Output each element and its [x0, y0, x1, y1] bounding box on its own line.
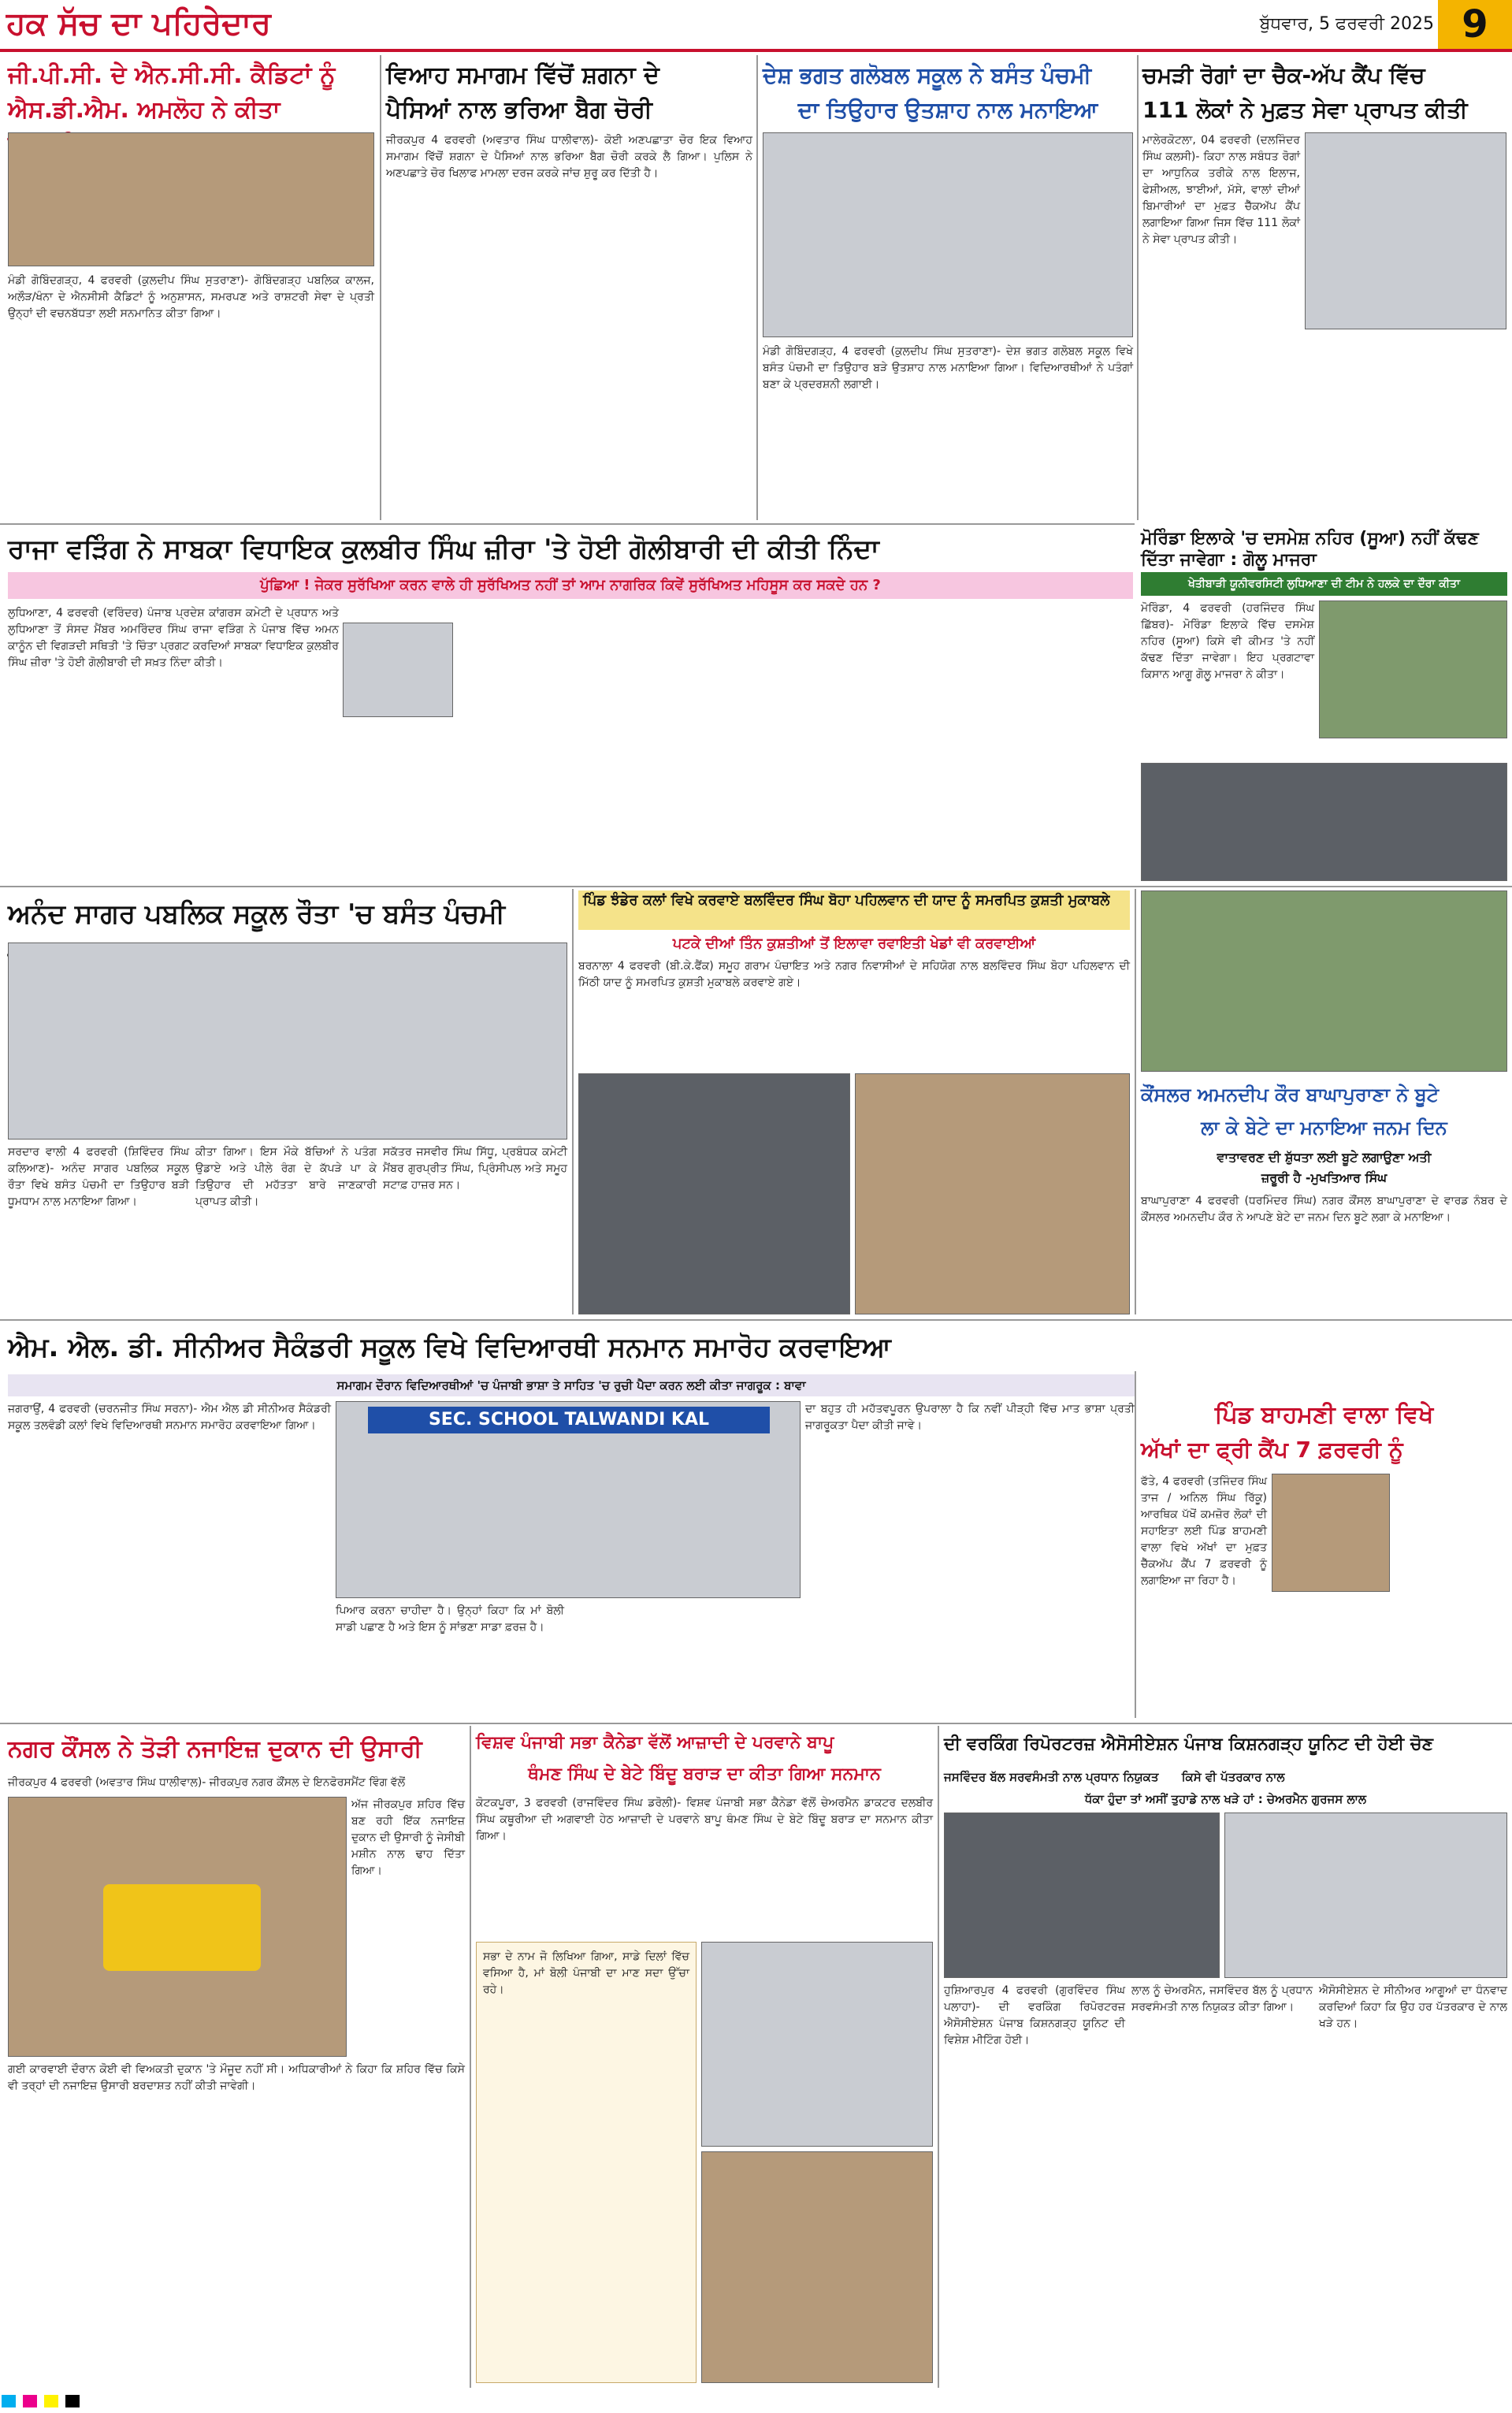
wrestling-photo-right	[855, 1073, 1130, 1314]
canal-kicker-banner	[1141, 572, 1507, 596]
bapu-article-body: ਕੋਟਕਪੂਰਾ, 3 ਫਰਵਰੀ (ਰਾਜਵਿੰਦਰ ਸਿੰਘ ਡਰੋਲੀ)- ਵਿਸ਼ਵ ਪੰਜਾਬੀ ਸਭਾ ਕੈਨੇਡਾ ਵੱਲੋਂ ਚੇਅਰਮੈਨ ਡਾਕਟਰ ਦਲਬੀਰ ਸਿੰਘ ਕਥੂਰੀਆ ਦੀ ਅਗਵਾਈ ਹੇਠ ਆਜ਼ਾਦੀ ਦੇ ਪਰਵਾਨੇ ਬਾਪੂ ਥੰਮਣ ਸਿੰਘ ਦੇ ਬੇਟੇ ਬਿੰਦੂ ਬਰਾੜ ਦਾ ਸਨਮਾਨ ਕੀਤਾ ਗਿਆ।	[476, 1797, 933, 1842]
basant-school-headline-line-2: ਦਾ ਤਿਉਹਾਰ ਉਤਸ਼ਾਹ ਨਾਲ ਮਨਾਇਆ	[797, 97, 1098, 123]
councillor-tree-planting-photo	[1141, 890, 1507, 1072]
skin-camp-headline-line-2: 111 ਲੋਕਾਂ ਨੇ ਮੁਫ਼ਤ ਸੇਵਾ ਪ੍ਰਾਪਤ ਕੀਤੀ	[1142, 97, 1468, 123]
anand-sagar-body-col-3: ਸਕੱਤਰ ਜਸਵੀਰ ਸਿੰਘ ਸਿੱਧੂ, ਪ੍ਰਬੰਧਕ ਕਮੇਟੀ ਮੈਂਬਰ ਗੁਰਪ੍ਰੀਤ ਸਿੰਘ, ਪ੍ਰਿੰਸੀਪਲ ਅਤੇ ਸਮੂਹ ਸਟਾਫ਼ ਹਾਜ਼ਰ ਸਨ।	[383, 1146, 567, 1192]
mld-kicker-strip	[8, 1374, 1135, 1396]
canal-article-body: ਮੋਰਿੰਡਾ, 4 ਫਰਵਰੀ (ਹਰਜਿੰਦਰ ਸਿੰਘ ਛਿੱਬਰ)- ਮੋਰਿੰਡਾ ਇਲਾਕੇ ਵਿੱਚ ਦਸਮੇਸ਼ ਨਹਿਰ (ਸੂਆ) ਕਿਸੇ ਵੀ ਕੀਮਤ 'ਤੇ ਨਹੀਂ ਕੱਢਣ ਦਿੱਤਾ ਜਾਵੇਗਾ। ਇਹ ਪ੍ਰਗਟਾਵਾ ਕਿਸਾਨ ਆਗੂ ਗੋਲੂ ਮਾਜਰਾ ਨੇ ਕੀਤਾ।	[1141, 602, 1314, 681]
wrestling-headline-banner	[578, 890, 1130, 930]
anand-sagar-body-col-1: ਸਰਦਾਰ ਵਾਲੀ 4 ਫਰਵਰੀ (ਸ਼ਿਵਿੰਦਰ ਸਿੰਘ ਕਲਿਆਣ)- ਅਨੰਦ ਸਾਗਰ ਪਬਲਿਕ ਸਕੂਲ ਰੌਤਾ ਵਿਖੇ ਬਸੰਤ ਪੰਚਮੀ ਦਾ ਤਿਉਹਾਰ ਬੜੀ ਧੂਮਧਾਮ ਨਾਲ ਮਨਾਇਆ ਗਿਆ।	[8, 1146, 189, 1208]
column-divider	[1135, 1371, 1136, 1718]
column-divider	[756, 55, 758, 520]
ncc-cadets-photo	[8, 132, 374, 266]
bag-theft-article-body: ਜੀਰਕਪੁਰ 4 ਫਰਵਰੀ (ਅਵਤਾਰ ਸਿੰਘ ਧਾਲੀਵਾਲ)- ਕੋਈ ਅਣਪਛਾਤਾ ਚੋਰ ਇਕ ਵਿਆਹ ਸਮਾਗਮ ਵਿੱਚੋਂ ਸ਼ਗਨਾ ਦੇ ਪੈਸਿਆਂ ਨਾਲ ਭਰਿਆ ਬੈਗ ਚੋਰੀ ਕਰਕੇ ਲੈ ਗਿਆ। ਪੁਲਿਸ ਨੇ ਅਣਪਛਾਤੇ ਚੋਰ ਖਿਲਾਫ ਮਾਮਲਾ ਦਰਜ ਕਰਕੇ ਜਾਂਚ ਸ਼ੁਰੂ ਕਰ ਦਿੱਤੀ ਹੈ।	[386, 134, 752, 180]
reporters-photo-left	[944, 1813, 1220, 1978]
mld-ceremony-photo	[336, 1401, 801, 1598]
section-divider	[0, 1723, 1512, 1724]
magenta-swatch	[23, 2395, 37, 2407]
wrestling-article-body: ਬਰਨਾਲਾ 4 ਫਰਵਰੀ (ਬੀ.ਕੇ.ਫੈਂਕ) ਸਮੂਹ ਗਰਾਮ ਪੰਚਾਇਤ ਅਤੇ ਨਗਰ ਨਿਵਾਸੀਆਂ ਦੇ ਸਹਿਯੋਗ ਨਾਲ ਬਲਵਿੰਦਰ ਸਿੰਘ ਬੋਹਾ ਪਹਿਲਵਾਨ ਦੀ ਮਿੱਠੀ ਯਾਦ ਨੂੰ ਸਮਰਪਿਤ ਕੁਸ਼ਤੀ ਮੁਕਾਬਲੇ ਕਰਵਾਏ ਗਏ।	[578, 960, 1130, 989]
section-divider	[0, 886, 1512, 887]
school-banner-text: SEC. SCHOOL TALWANDI KAL	[368, 1407, 770, 1433]
canal-kicker: ਖੇਤੀਬਾੜੀ ਯੂਨੀਵਰਸਿਟੀ ਲੁਧਿਆਣਾ ਦੀ ਟੀਮ ਨੇ ਹਲਕੇ ਦਾ ਦੌਰਾ ਕੀਤਾ	[1187, 578, 1461, 590]
reporters-body-col-1: ਹੁਸ਼ਿਆਰਪੁਰ 4 ਫਰਵਰੀ (ਗੁਰਵਿੰਦਰ ਸਿੰਘ ਪਲਾਹਾ)- ਦੀ ਵਰਕਿੰਗ ਰਿਪੋਰਟਰਜ਼ ਐਸੋਸੀਏਸ਼ਨ ਪੰਜਾਬ ਕਿਸ਼ਨਗੜ੍ਹ ਯੂਨਿਟ ਦੀ ਵਿਸ਼ੇਸ਼ ਮੀਟਿੰਗ ਹੋਈ।	[944, 1984, 1125, 2047]
councillor-headline-line-2: ਲਾ ਕੇ ਬੇਟੇ ਦਾ ਮਨਾਇਆ ਜਨਮ ਦਿਨ	[1201, 1117, 1447, 1139]
skin-camp-headline-line-1: ਚਮੜੀ ਰੋਗਾਂ ਦਾ ਚੈਕ-ਅੱਪ ਕੈਂਪ ਵਿੱਚ	[1142, 62, 1425, 88]
ncc-headline-line-1: ਜੀ.ਪੀ.ਸੀ. ਦੇ ਐਨ.ਸੀ.ਸੀ. ਕੈਡਿਟਾਂ ਨੂੰ	[8, 61, 336, 89]
jcb-machine-shape	[103, 1884, 261, 1971]
mld-body-col-3: ਦਾ ਬਹੁਤ ਹੀ ਮਹੱਤਵਪੂਰਨ ਉਪਰਾਲਾ ਹੈ ਕਿ ਨਵੀਂ ਪੀੜ੍ਹੀ ਵਿੱਚ ਮਾਤ ਭਾਸ਼ਾ ਪ੍ਰਤੀ ਜਾਗਰੂਕਤਾ ਪੈਦਾ ਕੀਤੀ ਜਾਵੇ।	[805, 1403, 1135, 1432]
demolition-body-col-2: ਅੱਜ ਜੀਰਕਪੁਰ ਸ਼ਹਿਰ ਵਿੱਚ ਬਣ ਰਹੀ ਇੱਕ ਨਜਾਇਜ਼ ਦੁਕਾਨ ਦੀ ਉਸਾਰੀ ਨੂੰ ਜੇਸੀਬੀ ਮਸ਼ੀਨ ਨਾਲ ਢਾਹ ਦਿੱਤਾ ਗਿਆ।	[351, 1798, 465, 1877]
firing-kicker-banner	[8, 572, 1133, 599]
eye-camp-headline-line-2: ਅੱਖਾਂ ਦਾ ਫ੍ਰੀ ਕੈਂਪ 7 ਫ਼ਰਵਰੀ ਨੂੰ	[1141, 1437, 1403, 1463]
eye-camp-article-body: ਫੱਤੇ, 4 ਫਰਵਰੀ (ਤਜਿੰਦਰ ਸਿੰਘ ਤਾਜ / ਅਨਿਲ ਸਿੰਘ ਰਿੱਕੂ) ਆਰਥਿਕ ਪੱਖੋਂ ਕਮਜ਼ੋਰ ਲੋਕਾਂ ਦੀ ਸਹਾਇਤਾ ਲਈ ਪਿੰਡ ਬਾਹਮਣੀ ਵਾਲਾ ਵਿਖੇ ਅੱਖਾਂ ਦਾ ਮੁਫ਼ਤ ਚੈੱਕਅੱਪ ਕੈਂਪ 7 ਫ਼ਰਵਰੀ ਨੂੰ ਲਗਾਇਆ ਜਾ ਰਿਹਾ ਹੈ।	[1141, 1475, 1267, 1587]
column-divider	[1135, 889, 1136, 1314]
firing-article-body: ਲੁਧਿਆਣਾ, 4 ਫਰਵਰੀ (ਵਰਿੰਦਰ) ਪੰਜਾਬ ਪ੍ਰਦੇਸ਼ ਕਾਂਗਰਸ ਕਮੇਟੀ ਦੇ ਪ੍ਰਧਾਨ ਅਤੇ ਲੁਧਿਆਣਾ ਤੋਂ ਸੰਸਦ ਮੈਂਬਰ ਅਮਰਿੰਦਰ ਸਿੰਘ ਰਾਜਾ ਵੜਿੰਗ ਨੇ ਪੰਜਾਬ ਵਿੱਚ ਅਮਨ ਕਾਨੂੰਨ ਦੀ ਵਿਗੜਦੀ ਸਥਿਤੀ 'ਤੇ ਚਿੰਤਾ ਪ੍ਰਗਟ ਕਰਦਿਆਂ ਸਾਬਕਾ ਵਿਧਾਇਕ ਕੁਲਬੀਰ ਸਿੰਘ ਜ਼ੀਰਾ 'ਤੇ ਹੋਈ ਗੋਲੀਬਾਰੀ ਦੀ ਸਖ਼ਤ ਨਿੰਦਾ ਕੀਤੀ।	[8, 607, 339, 669]
canal-meeting-photo	[1319, 600, 1507, 738]
firing-headline: ਰਾਜਾ ਵੜਿੰਗ ਨੇ ਸਾਬਕਾ ਵਿਧਾਇਕ ਕੁਲਬੀਰ ਸਿੰਘ ਜ਼ੀਰਾ 'ਤੇ ਹੋਈ ਗੋਲੀਬਾਰੀ ਦੀ ਕੀਤੀ ਨਿੰਦਾ	[8, 534, 879, 565]
bapu-headline-line-2: ਥੰਮਣ ਸਿੰਘ ਦੇ ਬੇਟੇ ਬਿੰਦੂ ਬਰਾੜ ਦਾ ਕੀਤਾ ਗਿਆ ਸਨਮਾਨ	[528, 1764, 881, 1784]
reporters-body-col-3: ਐਸੋਸੀਏਸ਼ਨ ਦੇ ਸੀਨੀਅਰ ਆਗੂਆਂ ਦਾ ਧੰਨਵਾਦ ਕਰਦਿਆਂ ਕਿਹਾ ਕਿ ਉਹ ਹਰ ਪੱਤਰਕਾਰ ਦੇ ਨਾਲ ਖੜੇ ਹਨ।	[1319, 1984, 1507, 2030]
wrestling-headline: ਪਿੰਡ ਝੰਡੇਰ ਕਲਾਂ ਵਿਖੇ ਕਰਵਾਏ ਬਲਵਿੰਦਰ ਸਿੰਘ ਬੋਹਾ ਪਹਿਲਵਾਨ ਦੀ ਯਾਦ ਨੂੰ ਸਮਰਪਿਤ ਕੁਸ਼ਤੀ ਮੁਕਾਬਲੇ	[583, 892, 1110, 909]
demolition-dateline: ਜੀਰਕਪੁਰ 4 ਫਰਵਰੀ (ਅਵਤਾਰ ਸਿੰਘ ਧਾਲੀਵਾਲ)- ਜੀਰਕਪੁਰ ਨਗਰ ਕੌਂਸਲ ਦੇ ਇਨਫੋਰਸਮੈਂਟ ਵਿੰਗ ਵੱਲੋਂ	[8, 1776, 406, 1789]
basant-school-headline-line-1: ਦੇਸ਼ ਭਗਤ ਗਲੋਬਲ ਸਕੂਲ ਨੇ ਬਸੰਤ ਪੰਚਮੀ	[763, 62, 1092, 88]
canal-headline: ਮੋਰਿੰਡਾ ਇਲਾਕੇ 'ਚ ਦਸਮੇਸ਼ ਨਹਿਰ (ਸੂਆ) ਨਹੀਂ ਕੱਢਣ ਦਿੱਤਾ ਜਾਵੇਗਾ : ਗੋਲੂ ਮਾਜਰਾ	[1141, 529, 1479, 570]
canal-group-photo	[1141, 763, 1507, 881]
print-registration-footer	[0, 2393, 1512, 2411]
basant-school-article-body: ਮੰਡੀ ਗੋਬਿੰਦਗੜ੍ਹ, 4 ਫਰਵਰੀ (ਕੁਲਦੀਪ ਸਿੰਘ ਸੁਤਰਾਣਾ)- ਦੇਸ਼ ਭਗਤ ਗਲੋਬਲ ਸਕੂਲ ਵਿਖੇ ਬਸੰਤ ਪੰਚਮੀ ਦਾ ਤਿਉਹਾਰ ਬੜੇ ਉਤਸ਼ਾਹ ਨਾਲ ਮਨਾਇਆ ਗਿਆ। ਵਿਦਿਆਰਥੀਆਂ ਨੇ ਪਤੰਗਾਂ ਬਣਾ ਕੇ ਪ੍ਰਦਰਸ਼ਨੀ ਲਗਾਈ।	[763, 345, 1133, 391]
bapu-headline-line-1: ਵਿਸ਼ਵ ਪੰਜਾਬੀ ਸਭਾ ਕੈਨੇਡਾ ਵੱਲੋਂ ਆਜ਼ਾਦੀ ਦੇ ਪਰਵਾਨੇ ਬਾਪੂ	[476, 1733, 834, 1753]
cyan-swatch	[2, 2395, 16, 2407]
reporters-body-col-2: ਲਾਲ ਨੂੰ ਚੇਅਰਮੈਨ, ਜਸਵਿੰਦਰ ਬੱਲ ਨੂੰ ਪ੍ਰਧਾਨ ਸਰਵਸੰਮਤੀ ਨਾਲ ਨਿਯੁਕਤ ਕੀਤਾ ਗਿਆ।	[1131, 1984, 1313, 2013]
section-divider	[0, 1319, 1512, 1321]
issue-date: ਬੁੱਧਵਾਰ, 5 ਫਰਵਰੀ 2025	[1259, 14, 1434, 34]
reporters-photo-right	[1224, 1813, 1507, 1978]
reporters-kicker-right-line-2: ਧੱਕਾ ਹੁੰਦਾ ਤਾਂ ਅਸੀਂ ਤੁਹਾਡੇ ਨਾਲ ਖੜੇ ਹਾਂ : ਚੇਅਰਮੈਨ ਗੁਰਜਸ ਲਾਲ	[1084, 1792, 1367, 1806]
bapu-poem-box	[476, 1942, 697, 2383]
councillor-kicker-line-1: ਵਾਤਾਵਰਣ ਦੀ ਸ਼ੁੱਧਤਾ ਲਈ ਬੂਟੇ ਲਗਾਉਣਾ ਅਤੀ	[1217, 1150, 1432, 1165]
councillor-headline-line-1: ਕੌਂਸਲਰ ਅਮਨਦੀਪ ਕੌਰ ਬਾਘਾਪੁਰਾਣਾ ਨੇ ਬੂਟੇ	[1141, 1084, 1440, 1106]
eye-camp-headline-line-1: ਪਿੰਡ ਬਾਹਮਣੀ ਵਾਲਾ ਵਿਖੇ	[1214, 1401, 1434, 1429]
wrestling-photo-left	[578, 1073, 850, 1314]
mld-body-col-1: ਜਗਰਾਉਂ, 4 ਫਰਵਰੀ (ਚਰਨਜੀਤ ਸਿੰਘ ਸਰਨਾ)- ਐਮ ਐਲ ਡੀ ਸੀਨੀਅਰ ਸੈਕੰਡਰੀ ਸਕੂਲ ਤਲਵੰਡੀ ਕਲਾਂ ਵਿਖੇ ਵਿਦਿਆਰਥੀ ਸਨਮਾਨ ਸਮਾਰੋਹ ਕਰਵਾਇਆ ਗਿਆ।	[8, 1403, 331, 1432]
wrestling-kicker: ਪਟਕੇ ਦੀਆਂ ਤਿੰਨ ਕੁਸ਼ਤੀਆਂ ਤੋਂ ਇਲਾਵਾ ਰਵਾਇਤੀ ਖੇਡਾਂ ਵੀ ਕਰਵਾਈਆਂ	[672, 935, 1036, 952]
mld-body-col-2: ਪਿਆਰ ਕਰਨਾ ਚਾਹੀਦਾ ਹੈ। ਉਨ੍ਹਾਂ ਕਿਹਾ ਕਿ ਮਾਂ ਬੋਲੀ ਸਾਡੀ ਪਛਾਣ ਹੈ ਅਤੇ ਇਸ ਨੂੰ ਸਾਂਭਣਾ ਸਾਡਾ ਫ਼ਰਜ਼ ਹੈ।	[336, 1604, 564, 1634]
firing-kicker: ਪੁੱਛਿਆ ! ਜੇਕਰ ਸੁਰੱਖਿਆ ਕਰਨ ਵਾਲੇ ਹੀ ਸੁਰੱਖਿਅਤ ਨਹੀਂ ਤਾਂ ਆਮ ਨਾਗਰਿਕ ਕਿਵੇਂ ਸੁਰੱਖਿਅਤ ਮਹਿਸੂਸ ਕਰ ਸਕਦੇ ਹਨ ?	[260, 577, 881, 593]
bapu-poem-text: ਸਭਾ ਦੇ ਨਾਮ ਜੋ ਲਿਖਿਆ ਗਿਆ, ਸਾਡੇ ਦਿਲਾਂ ਵਿੱਚ ਵਸਿਆ ਹੈ, ਮਾਂ ਬੋਲੀ ਪੰਜਾਬੀ ਦਾ ਮਾਣ ਸਦਾ ਉੱਚਾ ਰਹੇ।	[483, 1950, 689, 1996]
skin-camp-photo	[1305, 132, 1506, 329]
anand-sagar-headline: ਅਨੰਦ ਸਾਗਰ ਪਬਲਿਕ ਸਕੂਲ ਰੌਤਾ 'ਚ ਬਸੰਤ ਪੰਚਮੀ	[8, 898, 506, 930]
skin-camp-article-body: ਮਾਲੇਰਕੋਟਲਾ, 04 ਫਰਵਰੀ (ਦਲਜਿੰਦਰ ਸਿੰਘ ਕਲਸੀ)- ਕਿਹਾ ਨਾਲ ਸਬੰਧਤ ਰੋਗਾਂ ਦਾ ਆਧੁਨਿਕ ਤਰੀਕੇ ਨਾਲ ਇਲਾਜ, ਫੇਸ਼ੀਅਲ, ਝਾਈਆਂ, ਮੱਸੇ, ਵਾਲਾਂ ਦੀਆਂ ਬਿਮਾਰੀਆਂ ਦਾ ਮੁਫ਼ਤ ਚੈੱਕਅੱਪ ਕੈਂਪ ਲਗਾਇਆ ਗਿਆ ਜਿਸ ਵਿੱਚ 111 ਲੋਕਾਂ ਨੇ ਸੇਵਾ ਪ੍ਰਾਪਤ ਕੀਤੀ।	[1142, 134, 1300, 246]
page-number-badge: 9	[1438, 0, 1512, 49]
column-divider	[572, 889, 574, 1314]
mld-school-headline: ਐਮ. ਐਲ. ਡੀ. ਸੀਨੀਅਰ ਸੈਕੰਡਰੀ ਸਕੂਲ ਵਿਖੇ ਵਿਦਿਆਰਥੀ ਸਨਮਾਨ ਸਮਾਰੋਹ ਕਰਵਾਇਆ	[8, 1332, 891, 1363]
reporters-kicker-right: ਕਿਸੇ ਵੀ ਪੱਤਰਕਾਰ ਨਾਲ	[1181, 1770, 1285, 1784]
firing-article-continuation	[457, 605, 1127, 881]
mld-body-col-2b	[569, 1603, 801, 1716]
eye-camp-article-continuation	[1395, 1474, 1507, 1718]
basant-kites-photo	[763, 132, 1133, 337]
section-divider	[0, 523, 1135, 525]
anand-sagar-kites-photo	[8, 943, 567, 1140]
black-swatch	[65, 2395, 80, 2407]
bapu-group-photo	[701, 2151, 933, 2383]
bag-theft-headline-line-2: ਪੈਸਿਆਂ ਨਾਲ ਭਰਿਆ ਬੈਗ ਚੋਰੀ	[386, 96, 652, 124]
column-divider	[380, 55, 381, 520]
wrestling-kicker-strip	[578, 933, 1130, 955]
anand-sagar-body-col-2: ਕੀਤਾ ਗਿਆ। ਇਸ ਮੌਕੇ ਬੱਚਿਆਂ ਨੇ ਪਤੰਗ ਉਡਾਏ ਅਤੇ ਪੀਲੇ ਰੰਗ ਦੇ ਕੱਪੜੇ ਪਾ ਕੇ ਤਿਉਹਾਰ ਦੀ ਮਹੱਤਤਾ ਬਾਰੇ ਜਾਣਕਾਰੀ ਪ੍ਰਾਪਤ ਕੀਤੀ।	[195, 1146, 377, 1208]
reporters-headline: ਦੀ ਵਰਕਿੰਗ ਰਿਪੋਰਟਰਜ਼ ਐਸੋਸੀਏਸ਼ਨ ਪੰਜਾਬ ਕਿਸ਼ਨਗੜ੍ਹ ਯੂਨਿਟ ਦੀ ਹੋਈ ਚੋਣ	[944, 1734, 1433, 1754]
column-divider	[938, 1726, 939, 2388]
eye-camp-portrait	[1272, 1474, 1390, 1592]
demolition-body-col-3: ਗਈ ਕਾਰਵਾਈ ਦੌਰਾਨ ਕੋਈ ਵੀ ਵਿਅਕਤੀ ਦੁਕਾਨ 'ਤੇ ਮੌਜੂਦ ਨਹੀਂ ਸੀ। ਅਧਿਕਾਰੀਆਂ ਨੇ ਕਿਹਾ ਕਿ ਸ਼ਹਿਰ ਵਿੱਚ ਕਿਸੇ ਵੀ ਤਰ੍ਹਾਂ ਦੀ ਨਜਾਇਜ਼ ਉਸਾਰੀ ਬਰਦਾਸ਼ਤ ਨਹੀਂ ਕੀਤੀ ਜਾਵੇਗੀ।	[8, 2063, 465, 2092]
mld-kicker: ਸਮਾਗਮ ਦੌਰਾਨ ਵਿਦਿਆਰਥੀਆਂ 'ਚ ਪੰਜਾਬੀ ਭਾਸ਼ਾ ਤੇ ਸਾਹਿਤ 'ਚ ਰੁਚੀ ਪੈਦਾ ਕਰਨ ਲਈ ਕੀਤਾ ਜਾਗਰੂਕ : ਬਾਵਾ	[336, 1378, 806, 1392]
masthead-rule	[0, 49, 1512, 52]
ncc-headline-line-2: ਐਸ.ਡੀ.ਐਮ. ਅਮਲੋਹ ਨੇ ਕੀਤਾ	[8, 96, 280, 124]
raja-warring-portrait	[343, 623, 453, 717]
councillor-article-body: ਬਾਘਾਪੁਰਾਣਾ 4 ਫਰਵਰੀ (ਧਰਮਿੰਦਰ ਸਿੰਘ) ਨਗਰ ਕੌਂਸਲ ਬਾਘਾਪੁਰਾਣਾ ਦੇ ਵਾਰਡ ਨੰਬਰ ਦੇ ਕੌਂਸਲਰ ਅਮਨਦੀਪ ਕੌਰ ਨੇ ਆਪਣੇ ਬੇਟੇ ਦਾ ਜਨਮ ਦਿਨ ਬੂਟੇ ਲਗਾ ਕੇ ਮਨਾਇਆ।	[1141, 1195, 1507, 1224]
reporters-kicker-row	[944, 1765, 1507, 1789]
ncc-article-body: ਮੰਡੀ ਗੋਬਿੰਦਗੜ੍ਹ, 4 ਫਰਵਰੀ (ਕੁਲਦੀਪ ਸਿੰਘ ਸੁਤਰਾਣਾ)- ਗੋਬਿੰਦਗੜ੍ਹ ਪਬਲਿਕ ਕਾਲਜ, ਅਲੌੜ/ਖੰਨਾ ਦੇ ਐਨਸੀਸੀ ਕੈਡਿਟਾਂ ਨੂੰ ਅਨੁਸ਼ਾਸਨ, ਸਮਰਪਣ ਅਤੇ ਰਾਸ਼ਟਰੀ ਸੇਵਾ ਦੇ ਪ੍ਰਤੀ ਉਨ੍ਹਾਂ ਦੀ ਵਚਨਬੱਧਤਾ ਲਈ ਸਨਮਾਨਿਤ ਕੀਤਾ ਗਿਆ।	[8, 274, 374, 320]
column-divider	[1137, 55, 1139, 520]
yellow-swatch	[44, 2395, 58, 2407]
jcb-demolition-photo	[8, 1797, 347, 2057]
newspaper-masthead-title: ਹਕ ਸੱਚ ਦਾ ਪਹਿਰੇਦਾਰ	[6, 6, 271, 42]
bag-theft-headline-line-1: ਵਿਆਹ ਸਮਾਗਮ ਵਿੱਚੋਂ ਸ਼ਗਨਾ ਦੇ	[386, 61, 659, 89]
bapu-honour-photo	[701, 1942, 933, 2147]
demolition-headline: ਨਗਰ ਕੌਂਸਲ ਨੇ ਤੋੜੀ ਨਜਾਇਜ਼ ਦੁਕਾਨ ਦੀ ਉਸਾਰੀ	[8, 1735, 422, 1763]
reporters-kicker-left: ਜਸਵਿੰਦਰ ਬੱਲ ਸਰਵਸੰਮਤੀ ਨਾਲ ਪ੍ਰਧਾਨ ਨਿਯੁਕਤ	[944, 1770, 1159, 1784]
councillor-kicker-line-2: ਜ਼ਰੂਰੀ ਹੈ -ਮੁਖਤਿਆਰ ਸਿੰਘ	[1261, 1170, 1388, 1185]
column-divider	[470, 1726, 471, 2388]
